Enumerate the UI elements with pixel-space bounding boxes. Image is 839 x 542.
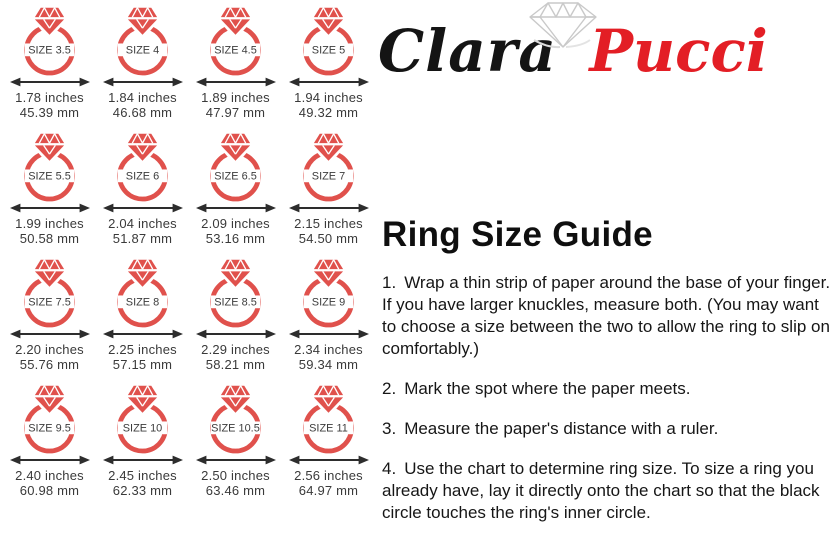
ring-measurements — [15, 217, 84, 246]
diameter-arrow-icon — [196, 454, 276, 466]
ring-measurements — [201, 91, 270, 120]
size-mm: 60.98 mm — [19, 482, 80, 498]
ring-size-cell — [97, 382, 189, 498]
size-inches: 2.04 inches — [108, 216, 177, 232]
size-mm: 50.58 mm — [19, 230, 80, 246]
ring-measurements — [15, 343, 84, 372]
size-inches: 2.40 inches — [15, 468, 84, 484]
ring-size-label: SIZE 7.5 — [28, 296, 71, 309]
ring-icon — [199, 256, 272, 332]
ring-measurements — [108, 469, 177, 498]
brand-name-pucci: Pucci — [589, 17, 768, 85]
step-4 — [382, 458, 834, 524]
diameter-arrow-icon — [10, 76, 90, 88]
size-inches: 2.15 inches — [294, 216, 363, 232]
ring-icon — [199, 4, 272, 80]
diameter-arrow-icon — [103, 328, 183, 340]
step-2-text: Mark the spot where the paper meets. — [404, 379, 691, 398]
diameter-arrow-icon — [196, 328, 276, 340]
size-inches: 2.29 inches — [201, 342, 270, 358]
step-1 — [382, 272, 834, 360]
ring-measurements — [294, 469, 363, 498]
diameter-arrow-icon — [289, 454, 369, 466]
ring-size-cell — [283, 4, 375, 120]
ring-icon — [106, 4, 179, 80]
ring-size-cell — [4, 382, 96, 498]
ring-size-cell — [283, 382, 375, 498]
step-2-number: 2. — [382, 379, 397, 398]
ring-size-label: SIZE 8 — [125, 296, 160, 309]
step-3-text: Measure the paper's distance with a ruler. — [404, 419, 719, 438]
diameter-arrow-icon — [196, 76, 276, 88]
ring-size-label: SIZE 9.5 — [28, 422, 71, 435]
info-panel — [378, 0, 834, 542]
step-4-text: Use the chart to determine ring size. To size a ring you already have, lay it directly onto the chart so that the black circle touches the ring's inner circle. — [382, 459, 820, 522]
size-mm: 55.76 mm — [19, 356, 80, 372]
ring-size-label: SIZE 5 — [311, 44, 346, 57]
ring-size-cell — [4, 256, 96, 372]
size-inches: 2.20 inches — [15, 342, 84, 358]
ring-size-cell — [97, 4, 189, 120]
size-mm: 59.34 mm — [298, 356, 359, 372]
ring-size-label: SIZE 4.5 — [214, 44, 257, 57]
instruction-steps — [382, 272, 834, 524]
size-mm: 54.50 mm — [298, 230, 359, 246]
ring-measurements — [201, 343, 270, 372]
ring-measurements — [294, 91, 363, 120]
size-mm: 53.16 mm — [205, 230, 266, 246]
ring-icon — [13, 256, 86, 332]
ring-measurements — [15, 469, 84, 498]
ring-icon — [292, 382, 365, 458]
diameter-arrow-icon — [10, 328, 90, 340]
size-mm: 46.68 mm — [112, 104, 173, 120]
ring-measurements — [201, 469, 270, 498]
size-inches: 2.09 inches — [201, 216, 270, 232]
ring-icon — [292, 256, 365, 332]
size-mm: 57.15 mm — [112, 356, 173, 372]
ring-size-label: SIZE 7 — [311, 170, 346, 183]
ring-size-cell — [4, 130, 96, 246]
ring-size-label: SIZE 6.5 — [214, 170, 257, 183]
ring-size-label: SIZE 8.5 — [214, 296, 257, 309]
ring-size-label: SIZE 10 — [122, 422, 163, 435]
ring-measurements — [294, 343, 363, 372]
size-mm: 51.87 mm — [112, 230, 173, 246]
brand-name-clara: Clara — [378, 17, 557, 85]
size-mm: 47.97 mm — [205, 104, 266, 120]
ring-icon — [199, 382, 272, 458]
ring-icon — [13, 4, 86, 80]
size-mm: 62.33 mm — [112, 482, 173, 498]
diameter-arrow-icon — [289, 328, 369, 340]
ring-size-cell — [4, 4, 96, 120]
diameter-arrow-icon — [103, 454, 183, 466]
ring-icon — [199, 130, 272, 206]
ring-size-label: SIZE 5.5 — [28, 170, 71, 183]
diameter-arrow-icon — [289, 76, 369, 88]
size-inches: 2.56 inches — [294, 468, 363, 484]
size-inches: 1.99 inches — [15, 216, 84, 232]
step-3-number: 3. — [382, 419, 397, 438]
ring-measurements — [108, 217, 177, 246]
ring-size-label: SIZE 3.5 — [28, 44, 71, 57]
size-inches: 2.34 inches — [294, 342, 363, 358]
step-3 — [382, 418, 834, 440]
ring-size-cell — [97, 130, 189, 246]
ring-icon — [106, 382, 179, 458]
ring-icon — [106, 130, 179, 206]
size-mm: 64.97 mm — [298, 482, 359, 498]
ring-measurements — [108, 91, 177, 120]
size-mm: 58.21 mm — [205, 356, 266, 372]
ring-size-label: SIZE 11 — [309, 422, 348, 435]
size-inches: 1.78 inches — [15, 90, 84, 105]
ring-size-label: SIZE 6 — [125, 170, 160, 183]
ring-size-cell — [283, 130, 375, 246]
diameter-arrow-icon — [196, 202, 276, 214]
size-inches: 1.84 inches — [108, 90, 177, 105]
ring-icon — [292, 130, 365, 206]
ring-size-cell — [97, 256, 189, 372]
size-inches: 2.25 inches — [108, 342, 177, 358]
step-2 — [382, 378, 834, 400]
guide-title: Ring Size Guide — [382, 215, 653, 254]
step-4-number: 4. — [382, 459, 397, 478]
diameter-arrow-icon — [10, 454, 90, 466]
step-1-number: 1. — [382, 273, 397, 292]
brand-logo — [378, 0, 834, 118]
ring-size-cell — [190, 382, 282, 498]
ring-measurements — [294, 217, 363, 246]
ring-icon — [292, 4, 365, 80]
ring-measurements — [201, 217, 270, 246]
ring-size-label: SIZE 10.5 — [211, 422, 260, 435]
ring-icon — [13, 130, 86, 206]
size-inches: 1.94 inches — [294, 90, 363, 105]
ring-icon — [106, 256, 179, 332]
ring-size-label: SIZE 4 — [125, 44, 160, 57]
ring-size-cell — [283, 256, 375, 372]
size-inches: 2.50 inches — [201, 468, 270, 484]
ring-size-label: SIZE 9 — [311, 296, 346, 309]
size-mm: 49.32 mm — [298, 104, 359, 120]
ring-icon — [13, 382, 86, 458]
step-1-text: Wrap a thin strip of paper around the base of your finger. If you have larger knuckles, measure both. (You may want to choose a size between the two to allow the ring to slip on comfortably.) — [382, 273, 831, 358]
size-inches: 2.45 inches — [108, 468, 177, 484]
size-mm: 63.46 mm — [205, 482, 266, 498]
ring-size-cell — [190, 256, 282, 372]
diameter-arrow-icon — [103, 76, 183, 88]
ring-size-grid — [3, 4, 375, 498]
size-mm: 45.39 mm — [19, 104, 80, 120]
diameter-arrow-icon — [10, 202, 90, 214]
ring-measurements — [15, 91, 84, 120]
ring-size-cell — [190, 4, 282, 120]
diameter-arrow-icon — [103, 202, 183, 214]
diameter-arrow-icon — [289, 202, 369, 214]
brand-diamond-icon — [524, 0, 602, 50]
size-inches: 1.89 inches — [201, 90, 270, 105]
ring-size-cell — [190, 130, 282, 246]
ring-measurements — [108, 343, 177, 372]
